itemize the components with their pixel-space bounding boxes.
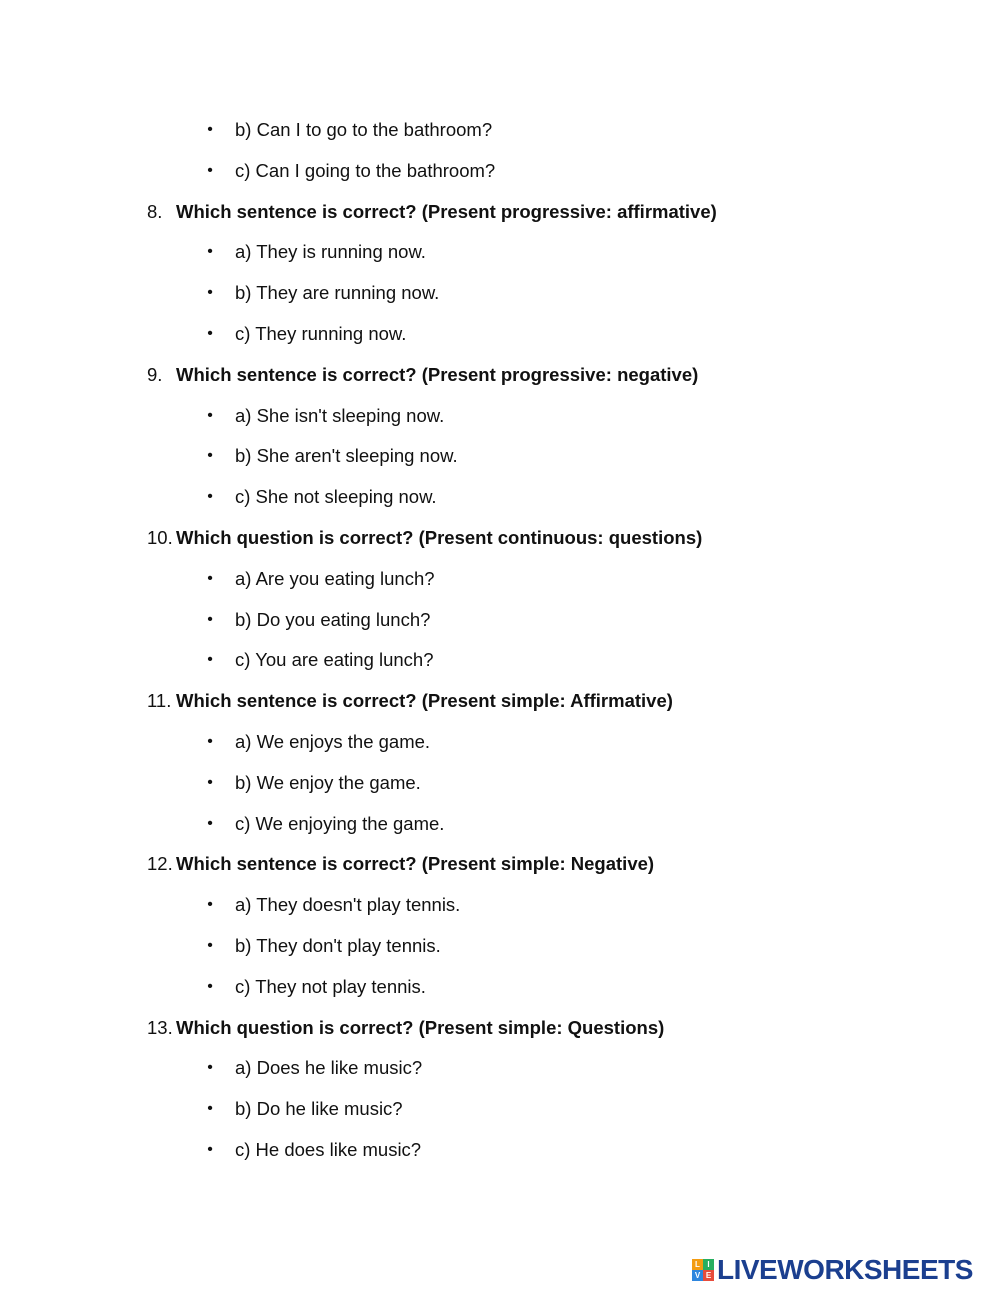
answer-option [0, 444, 1000, 468]
option-text: b) They are running now. [235, 282, 440, 304]
bullet-icon: • [207, 773, 213, 791]
logo-mark-letter: L [692, 1259, 703, 1270]
option-text: a) They is running now. [235, 241, 426, 263]
bullet-icon: • [207, 733, 213, 750]
question-number: 8. [147, 200, 163, 222]
question-text: Which question is correct? (Present simple: Questions) [176, 1016, 665, 1038]
option-text: c) They not play tennis. [235, 975, 426, 997]
question-number: 12. [147, 853, 173, 875]
logo-mark-letter: I [703, 1259, 714, 1270]
bullet-icon: • [207, 1059, 213, 1077]
option-text: c) She not sleeping now. [235, 486, 437, 508]
question-item [0, 689, 1000, 713]
option-text: a) She isn't sleeping now. [235, 404, 445, 426]
question-item [0, 852, 1000, 876]
answer-option [0, 159, 1000, 183]
bullet-icon: • [207, 1141, 213, 1158]
bullet-icon: • [207, 406, 213, 424]
option-text: b) We enjoy the game. [235, 771, 421, 793]
answer-option [0, 1097, 1000, 1121]
answer-option [0, 730, 1000, 754]
answer-option [0, 771, 1000, 795]
logo-mark-icon [692, 1259, 714, 1281]
bullet-icon: • [207, 569, 213, 587]
bullet-icon: • [207, 447, 213, 465]
question-item [0, 1016, 1000, 1040]
option-text: c) We enjoying the game. [235, 812, 445, 834]
question-number: 10. [147, 527, 173, 548]
question-text: Which sentence is correct? (Present simple: Negative) [176, 853, 655, 875]
option-text: b) She aren't sleeping now. [235, 445, 458, 467]
logo-text: LIVEWORKSHEETS [717, 1254, 973, 1285]
option-text: b) Do you eating lunch? [235, 608, 431, 630]
answer-option [0, 812, 1000, 836]
question-text: Which sentence is correct? (Present progressive: affirmative) [176, 200, 717, 222]
option-text: c) Can I going to the bathroom? [235, 159, 496, 181]
answer-option [0, 485, 1000, 509]
liveworksheets-logo [692, 1255, 973, 1285]
question-item [0, 526, 1000, 550]
answer-option [0, 1138, 1000, 1162]
option-text: b) They don't play tennis. [235, 935, 441, 956]
bullet-icon: • [207, 896, 213, 914]
bullet-icon: • [207, 937, 213, 954]
bullet-icon: • [207, 610, 213, 628]
answer-option [0, 322, 1000, 346]
answer-option [0, 404, 1000, 428]
bullet-icon: • [207, 977, 213, 995]
answer-option [0, 608, 1000, 632]
answer-option [0, 118, 1000, 142]
question-text: Which sentence is correct? (Present simple: Affirmative) [176, 690, 673, 712]
option-text: a) We enjoys the game. [235, 731, 431, 752]
option-text: c) You are eating lunch? [235, 649, 434, 671]
answer-option [0, 240, 1000, 264]
answer-option [0, 281, 1000, 305]
bullet-icon: • [207, 651, 213, 669]
bullet-icon: • [207, 325, 213, 342]
option-text: a) Are you eating lunch? [235, 567, 435, 589]
question-item [0, 363, 1000, 387]
logo-mark-letter: V [692, 1270, 703, 1281]
option-text: b) Can I to go to the bathroom? [235, 119, 493, 140]
answer-option [0, 975, 1000, 999]
question-text: Which sentence is correct? (Present progressive: negative) [176, 363, 699, 385]
answer-option [0, 648, 1000, 672]
bullet-icon: • [207, 284, 213, 302]
bullet-icon: • [207, 1100, 213, 1118]
option-text: a) They doesn't play tennis. [235, 894, 461, 916]
bullet-icon: • [207, 814, 213, 832]
answer-option [0, 567, 1000, 591]
bullet-icon: • [207, 488, 213, 506]
option-text: a) Does he like music? [235, 1057, 423, 1079]
option-text: c) They running now. [235, 323, 407, 344]
answer-option [0, 893, 1000, 917]
bullet-icon: • [207, 121, 213, 138]
answer-option [0, 1056, 1000, 1080]
option-text: b) Do he like music? [235, 1098, 403, 1120]
question-item [0, 200, 1000, 224]
question-number: 9. [147, 363, 163, 385]
bullet-icon: • [207, 243, 213, 261]
question-text: Which question is correct? (Present continuous: questions) [176, 527, 703, 548]
question-number: 13. [147, 1016, 173, 1038]
answer-option [0, 934, 1000, 958]
question-number: 11. [147, 690, 172, 712]
bullet-icon: • [207, 161, 213, 179]
logo-mark-letter: E [703, 1270, 714, 1281]
option-text: c) He does like music? [235, 1139, 422, 1160]
